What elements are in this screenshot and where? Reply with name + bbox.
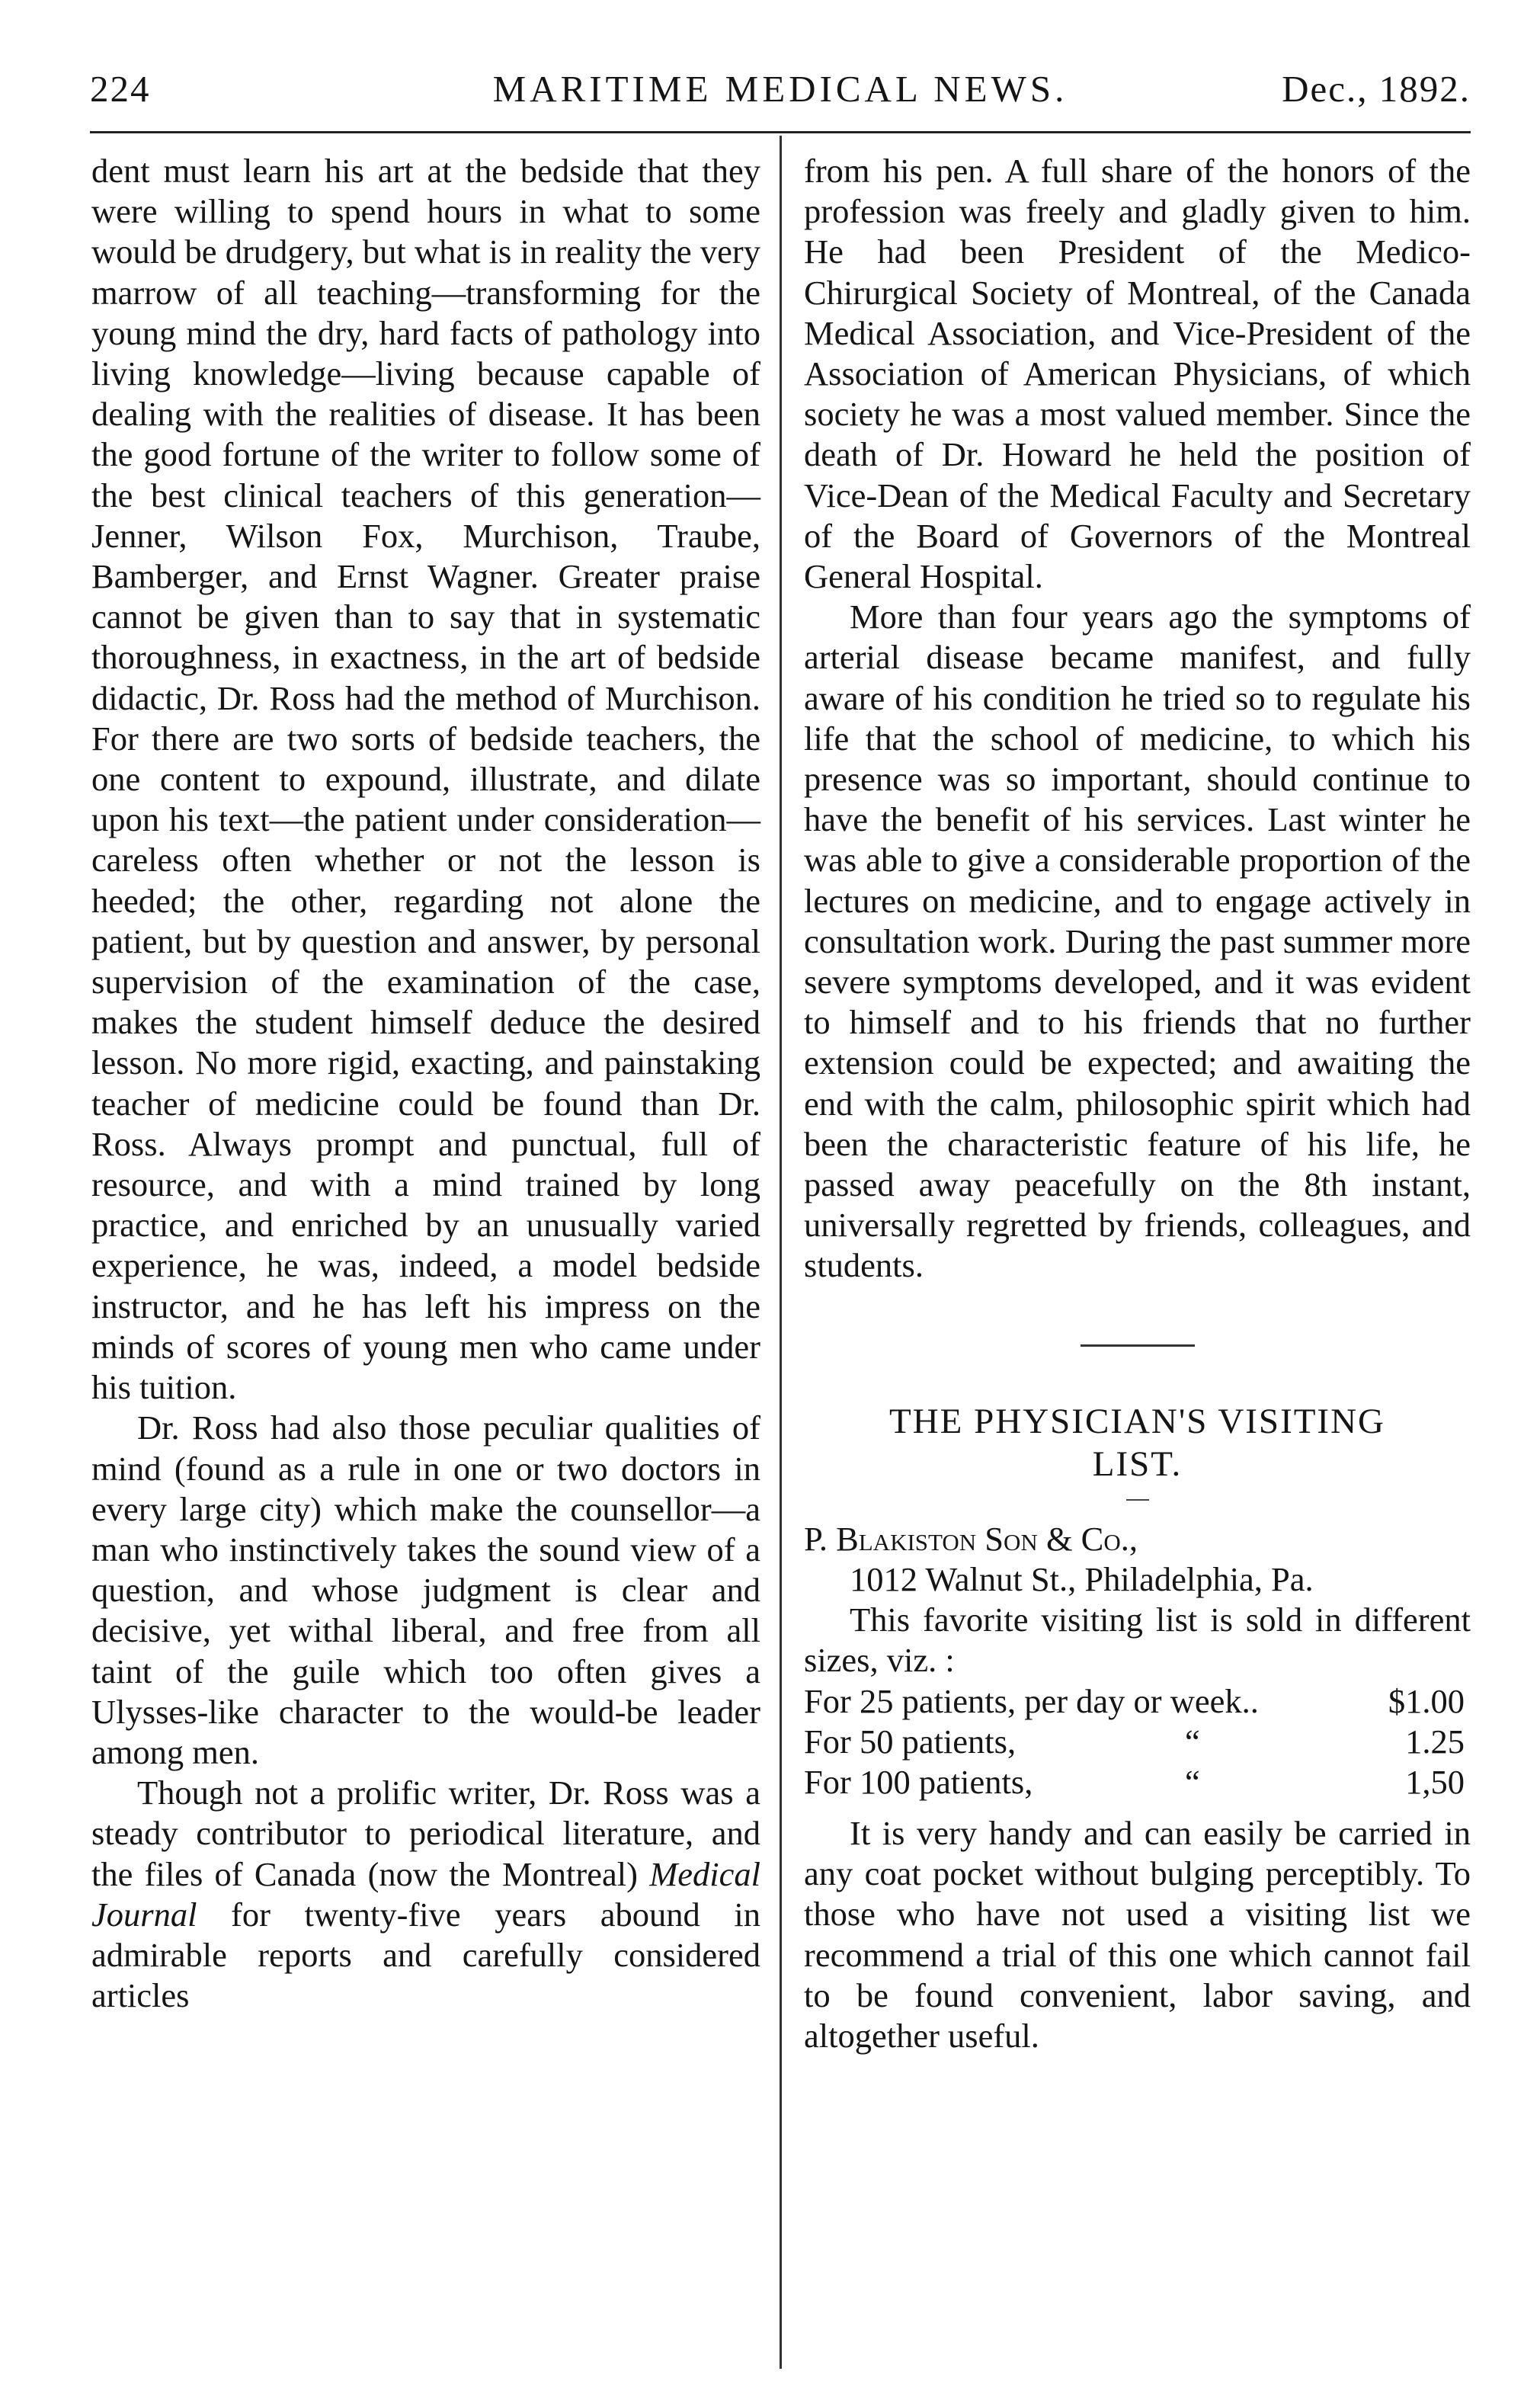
right-paragraph-1: from his pen. A full share of the honors of the profession was freely and gladly given to him. He had been President of the Medico-Chirurgical Society of Montreal, of the Canada Medical Association, and Vice-President of the Association of American Physicians, of which society he was a most valued member. Since the death of Dr. Howard he held the position of Vice-Dean of the Medical Faculty and Secretary of the Board of Governors of the Montreal General Hospital. bbox=[804, 152, 1471, 596]
page-number: 224 bbox=[90, 68, 151, 110]
price-row bbox=[804, 1762, 1471, 1802]
publisher-name: P. Blakiston Son & Co., bbox=[804, 1519, 1138, 1558]
journal-title: MARITIME MEDICAL NEWS. bbox=[492, 68, 1068, 110]
section-heading-line-2: LIST. bbox=[1092, 1444, 1183, 1484]
publisher-address: 1012 Walnut St., Philadelphia, Pa. bbox=[850, 1559, 1314, 1598]
left-paragraph-1: dent must learn his art at the bedside that they were willing to spend hours in what to some would be drudgery, but what is in reality the very marrow of all teaching—transforming for the young mind the dry, hard facts of pathology into living knowledge—living because capable of dealing with the realities of disease. It has been the good fortune of the writer to follow some of the best clinical teachers of this generation—Jenner, Wilson Fox, Murchison, Traube, Bamberger, and Ernst Wagner. Greater praise cannot be given than to say that in systematic thoroughness, in exactness, in the art of bedside didactic, Dr. Ross had the method of Murchison. For there are two sorts of bedside teachers, the one content to expound, illustrate, and dilate upon his text—the patient under consideration—careless often whether or not the lesson is heeded; the other, regarding not alone the patient, but by question and answer, by personal supervision of the examination of the case, makes the student himself deduce the desired lesson. No more rigid, exacting, and painstaking teacher of medicine could be found than Dr. Ross. Always prompt and punctual, full of resource, and with a mind trained by long practice, and enriched by an unusually varied experience, he was, indeed, a model bedside instructor, and he has left his impress on the minds of scores of young men who came under his tuition. bbox=[91, 152, 760, 1407]
left-paragraph-3 bbox=[91, 1773, 760, 2016]
para3-text-after: for twenty-five years abound in admirable reports and carefully considered articles bbox=[91, 1895, 760, 2015]
price-label: For 100 patients, bbox=[804, 1762, 1033, 1801]
section-heading bbox=[804, 1400, 1471, 1485]
para3-text-before: Though not a prolific writer, Dr. Ross was a steady contributor to periodical literature, and the files of Canada (now the Montreal) bbox=[91, 1774, 760, 1893]
right-paragraph-2: More than four years ago the symptoms of arterial disease became manifest, and fully aware of his condition he tried so to regulate his life that the school of medicine, to which his presence was so important, should continue to have the benefit of his services. Last winter he was able to give a considerable proportion of the lectures on medicine, and to engage actively in consultation work. During the past summer more severe symptoms developed, and it was evident to himself and to his friends that no further extension could be expected; and awaiting the end with the calm, philosophic spirit which had been the characteristic feature of his life, he passed away peacefully on the 8th instant, universally regretted by friends, colleagues, and students. bbox=[804, 598, 1471, 1285]
journal-name-italic: Medical Journal bbox=[91, 1854, 760, 1934]
page-header bbox=[90, 67, 1471, 120]
price-value: $1.00 bbox=[1388, 1681, 1465, 1720]
price-value: 1.25 bbox=[1405, 1722, 1465, 1761]
price-value: 1,50 bbox=[1405, 1762, 1465, 1801]
column-divider bbox=[780, 136, 782, 2369]
ditto-mark: “ bbox=[1185, 1722, 1200, 1761]
issue-date: Dec., 1892. bbox=[1282, 68, 1471, 110]
right-column bbox=[804, 151, 1471, 2056]
price-label: For 25 patients, per day or week.. bbox=[804, 1681, 1259, 1720]
visiting-list-intro: This favorite visiting list is sold in different sizes, viz. : bbox=[804, 1601, 1471, 1680]
price-row bbox=[804, 1681, 1471, 1722]
section-heading-line-1: THE PHYSICIAN'S VISITING bbox=[889, 1401, 1385, 1441]
spacer bbox=[804, 1802, 1471, 1813]
price-row bbox=[804, 1722, 1471, 1762]
left-paragraph-2: Dr. Ross had also those peculiar qualities of mind (found as a rule in one or two doctors in every large city) which make the counsellor—a man who instinctively takes the sound view of a question, and whose judgment is clear and decisive, yet withal liberal, and free from all taint of the guile which too often gives a Ulysses-like character to the would-be leader among men. bbox=[91, 1408, 760, 1771]
visiting-list-closing: It is very handy and can easily be carried in any coat pocket without bulging perceptibly. To those who have not used a visiting list we recommend a trial of this one which cannot fail to be found convenient, labor saving, and altogether useful. bbox=[804, 1814, 1471, 2056]
ditto-mark: “ bbox=[1185, 1762, 1200, 1801]
price-label: For 50 patients, bbox=[804, 1722, 1017, 1761]
left-column bbox=[91, 151, 760, 2016]
price-list bbox=[804, 1681, 1471, 1803]
heading-dash bbox=[1126, 1499, 1149, 1501]
section-separator bbox=[1081, 1344, 1195, 1347]
header-rule bbox=[90, 131, 1471, 133]
